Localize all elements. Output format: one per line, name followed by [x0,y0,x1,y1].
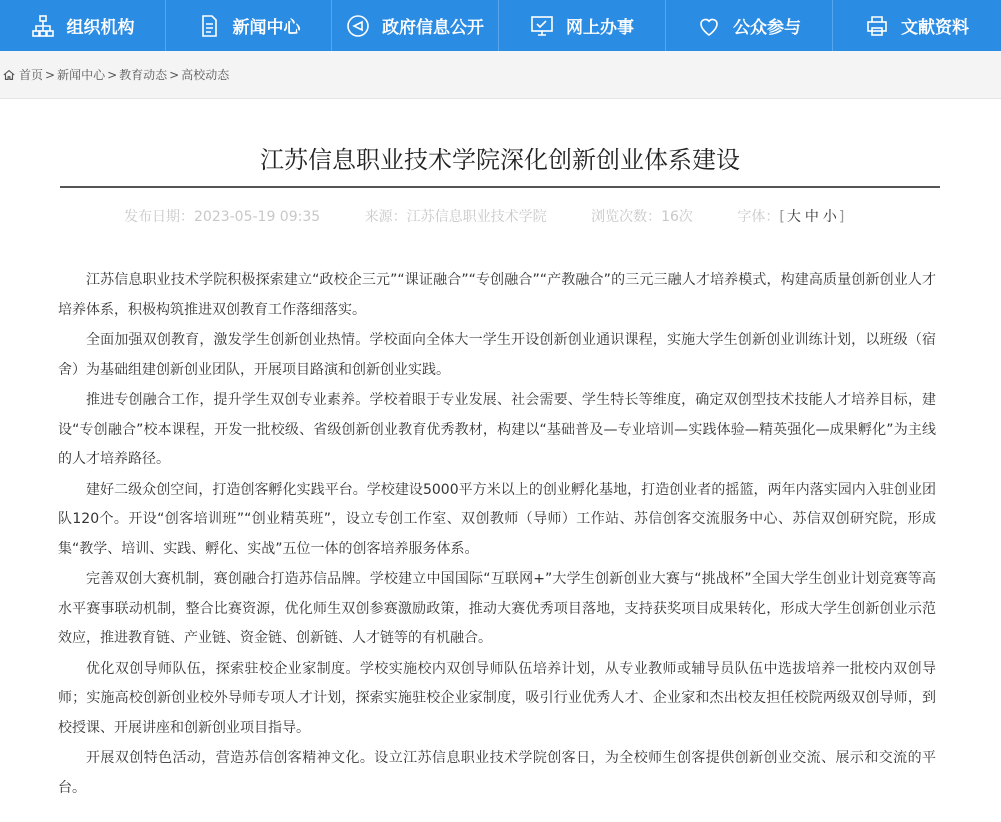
document-icon [197,14,221,38]
breadcrumb [0,51,1001,99]
nav-item-label: 组织机构 [66,18,135,38]
article-meta [124,206,844,226]
breadcrumb-home[interactable]: 首页 [19,68,44,82]
font-size-small[interactable]: 小 [822,209,837,225]
breadcrumb-education-news[interactable]: 教育动态 [119,68,168,82]
article-paragraph: 江苏信息职业技术学院积极探索建立“政校企三元”“课证融合”“专创融合”“产教融合”的三元三融人才培养模式，构建高质量创新创业人才培养体系，积极构筑推进双创教育工作落细落实。 [58,272,936,318]
nav-item-organization[interactable] [0,0,166,51]
nav-item-label: 文献资料 [901,18,969,38]
title-divider [60,186,940,188]
article-paragraph: 开展双创特色活动，营造苏信创客精神文化。设立江苏信息职业技术学院创客日，为全校师生创客提供创新创业交流、展示和交流的平台。 [58,750,936,796]
home-icon [2,68,16,82]
print-icon [865,14,889,38]
nav-item-documents[interactable] [833,0,1001,51]
article-body [58,266,936,804]
view-count: 浏览次数：16次 [591,209,693,225]
monitor-icon [530,14,554,38]
nav-item-label: 公众参与 [733,18,801,38]
breadcrumb-separator: > [169,67,180,82]
nav-item-online-services[interactable] [499,0,666,51]
breadcrumb-news-center[interactable]: 新闻中心 [57,68,106,82]
article-paragraph: 推进专创融合工作，提升学生双创专业素养。学校着眼于专业发展、社会需要、学生特长等维度，确定双创型技术技能人才培养目标，建设“专创融合”校本课程，开发一批校级、省级创新创业教育优秀教材，构建以“基础普及—专业培训—实践体验—精英强化—成果孵化”为主线的人才培养路径。 [58,392,936,467]
top-navigation [0,0,1001,51]
nav-item-label: 网上办事 [566,18,634,38]
send-icon [346,14,370,38]
article-paragraph: 建好二级众创空间，打造创客孵化实践平台。学校建设5000平方米以上的创业孵化基地，打造创业者的摇篮，两年内落实园内入驻创业团队120个。开设“创客培训班”“创业精英班”，设立专创工作室、双创教师（导师）工作站、苏信创客交流服务中心、苏信双创研究院，形成集“教学、培训、实践、孵化、实战”五位一体的创客培养服务体系。 [58,481,936,557]
nav-item-label: 政府信息公开 [382,18,484,38]
publish-date: 发布日期：2023-05-19 09:35 [124,209,321,225]
breadcrumb-college-news[interactable]: 高校动态 [181,68,230,82]
article-paragraph: 完善双创大赛机制，赛创融合打造苏信品牌。学校建立中国国际“互联网+”大学生创新创业大赛与“挑战杯”全国大学生创业计划竞赛等高水平赛事联动机制，整合比赛资源，优化师生双创参赛激励政策，推动大赛优秀项目落地，支持获奖项目成果转化，形成大学生创新创业示范效应，推进教育链、产业链、资金链、创新链、人才链等的有机融合。 [58,571,936,646]
article-source: 来源：江苏信息职业技术学院 [364,209,547,225]
article-paragraph: 全面加强双创教育，激发学生创新创业热情。学校面向全体大一学生开设创新创业通识课程，实施大学生创新创业训练计划，以班级（宿舍）为基础组建创新创业团队，开展项目路演和创新创业实践。 [58,332,936,378]
article-paragraph: 优化双创导师队伍，探索驻校企业家制度。学校实施校内双创导师队伍培养计划，从专业教师或辅导员队伍中选拔培养一批校内双创导师；实施高校创新创业校外导师专项人才计划，探索实施驻校企业家制度，吸引行业优秀人才、企业家和杰出校友担任校院两级双创导师，到校授课、开展讲座和创新创业项目指导。 [58,660,936,736]
nav-item-gov-info[interactable] [332,0,499,51]
font-size-large[interactable]: 大 [786,209,801,225]
heart-icon [697,14,721,38]
nav-item-label: 新闻中心 [232,18,301,38]
org-chart-icon [31,14,55,38]
nav-item-public-participation[interactable] [666,0,833,51]
font-size-medium[interactable]: 中 [804,209,819,225]
breadcrumb-separator: > [107,67,118,82]
article-title: 江苏信息职业技术学院深化创新创业体系建设 [260,146,740,174]
font-size-selector: 字体：[ 大 中 小 ] [737,209,845,225]
font-size-label: 字体： [737,209,780,225]
breadcrumb-separator: > [45,67,56,82]
nav-item-news[interactable] [166,0,332,51]
